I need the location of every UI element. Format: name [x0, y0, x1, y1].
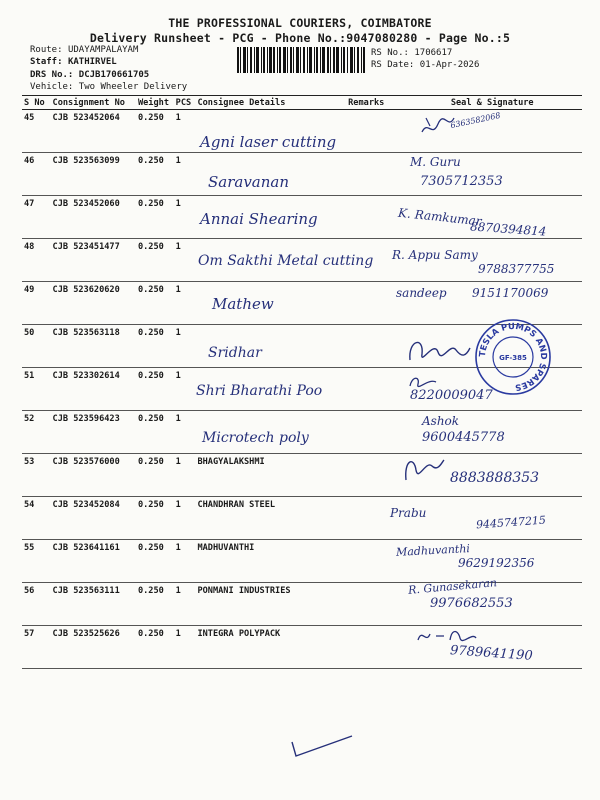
col-consignment: Consignment No	[51, 96, 136, 110]
row-weight: 0.250	[136, 196, 174, 239]
row-pcs: 1	[174, 196, 196, 239]
row-weight: 0.250	[136, 454, 174, 497]
row-pcs: 1	[174, 368, 196, 411]
row-weight: 0.250	[136, 282, 174, 325]
row-consignee: CHANDHRAN STEEL	[195, 497, 346, 540]
signature-scribble	[398, 452, 448, 486]
row-consignment: CJB 523302614	[51, 368, 136, 411]
row-consignment: CJB 523563099	[51, 153, 136, 196]
company-title: THE PROFESSIONAL COURIERS, COIMBATORE	[168, 16, 432, 30]
receiver-phone: 8220009047	[410, 388, 493, 403]
table-header-row	[22, 96, 582, 110]
col-pcs: PCS	[174, 96, 196, 110]
vehicle-line: Vehicle: Two Wheeler Delivery	[30, 82, 188, 92]
row-consignment: CJB 523576000	[51, 454, 136, 497]
row-pcs: 1	[174, 325, 196, 368]
row-remarks	[346, 368, 402, 411]
tick-mark-icon	[286, 732, 356, 762]
row-remarks	[346, 282, 402, 325]
route-line: Route: UDAYAMPALAYAM	[30, 45, 139, 55]
receiver-name: K. Ramkumar	[397, 205, 483, 229]
receiver-phone: 9151170069	[472, 286, 549, 300]
row-weight: 0.250	[136, 497, 174, 540]
handwritten-consignee: Om Sakthi Metal cutting	[198, 253, 374, 269]
row-consignment: CJB 523563118	[51, 325, 136, 368]
receiver-phone: 9629192356	[458, 556, 535, 570]
receiver-name: R. Gunasekaran	[407, 576, 498, 597]
row-consignee: MADHUVANTHI	[195, 540, 346, 583]
drs-line: DRS No.: DCJB170661705	[30, 70, 150, 80]
row-weight: 0.250	[136, 110, 174, 153]
row-consignee: PONMANI INDUSTRIES	[195, 583, 346, 626]
row-weight: 0.250	[136, 239, 174, 282]
runsheet-subtitle: Delivery Runsheet - PCG - Phone No.:9047080280 - Page No.:5	[89, 31, 511, 45]
receiver-name: R. Appu Samy	[392, 248, 478, 262]
row-remarks	[346, 626, 402, 669]
row-weight: 0.250	[136, 540, 174, 583]
row-pcs: 1	[174, 626, 196, 669]
receiver-phone: 7305712353	[420, 174, 503, 189]
receiver-phone: 8883888353	[450, 470, 540, 486]
row-consignment: CJB 523452060	[51, 196, 136, 239]
row-pcs: 1	[174, 239, 196, 282]
row-pcs: 1	[174, 583, 196, 626]
row-sno: 50	[22, 325, 51, 368]
vehicle-value: Two Wheeler Delivery	[78, 82, 188, 92]
row-consignment: CJB 523525626	[51, 626, 136, 669]
receiver-phone: 9976682553	[430, 596, 513, 611]
row-pcs: 1	[174, 454, 196, 497]
barcode-icon	[237, 47, 365, 73]
row-weight: 0.250	[136, 626, 174, 669]
row-remarks	[346, 325, 402, 368]
handwritten-consignee: Sridhar	[208, 345, 262, 361]
row-weight: 0.250	[136, 153, 174, 196]
row-sno: 54	[22, 497, 51, 540]
row-pcs: 1	[174, 153, 196, 196]
receiver-phone: 9789641190	[449, 643, 534, 664]
row-sno: 49	[22, 282, 51, 325]
row-consignment: CJB 523563111	[51, 583, 136, 626]
row-consignment: CJB 523451477	[51, 239, 136, 282]
row-weight: 0.250	[136, 583, 174, 626]
row-weight: 0.250	[136, 368, 174, 411]
row-remarks	[346, 196, 402, 239]
row-weight: 0.250	[136, 325, 174, 368]
rs-no-line: RS No.: 1706617	[371, 48, 453, 58]
receiver-phone: 9788377755	[478, 262, 555, 276]
handwritten-consignee: Agni laser cutting	[200, 133, 337, 151]
col-weight: Weight	[136, 96, 174, 110]
row-sno: 46	[22, 153, 51, 196]
row-sno: 53	[22, 454, 51, 497]
row-sno: 51	[22, 368, 51, 411]
row-consignment: CJB 523452084	[51, 497, 136, 540]
drs-value: DCJB170661705	[78, 70, 150, 80]
staff-line: Staff: KATHIRVEL	[30, 57, 117, 67]
receiver-phone: 9600445778	[422, 430, 505, 445]
row-consignee: BHAGYALAKSHMI	[195, 454, 346, 497]
handwritten-consignee: Annai Shearing	[200, 210, 318, 228]
row-sno: 48	[22, 239, 51, 282]
row-remarks	[346, 454, 402, 497]
col-sno: S No	[22, 96, 51, 110]
row-remarks	[346, 540, 402, 583]
row-sno: 56	[22, 583, 51, 626]
receiver-name: Ashok	[422, 414, 460, 428]
handwritten-consignee: Mathew	[212, 295, 274, 313]
row-pcs: 1	[174, 497, 196, 540]
row-sno: 45	[22, 110, 51, 153]
staff-value: KATHIRVEL	[67, 57, 117, 67]
handwritten-consignee: Microtech poly	[202, 430, 309, 446]
row-sno: 57	[22, 626, 51, 669]
row-consignment: CJB 523641161	[51, 540, 136, 583]
col-seal: Seal & Signature	[402, 96, 582, 110]
signature-scribble	[404, 330, 474, 370]
row-consignment: CJB 523596423	[51, 411, 136, 454]
handwritten-consignee: Saravanan	[208, 173, 290, 191]
rs-date-value: 01-Apr-2026	[419, 60, 480, 70]
row-consignment: CJB 523452064	[51, 110, 136, 153]
row-remarks	[346, 411, 402, 454]
company-stamp-icon	[474, 318, 552, 396]
route-value: UDAYAMPALAYAM	[67, 45, 139, 55]
row-remarks	[346, 583, 402, 626]
row-consignee: INTEGRA POLYPACK	[195, 626, 346, 669]
row-consignment: CJB 523620620	[51, 282, 136, 325]
col-consignee: Consignee Details	[195, 96, 346, 110]
row-sno: 47	[22, 196, 51, 239]
row-weight: 0.250	[136, 411, 174, 454]
stamp-center-text: GF-385	[499, 354, 527, 362]
row-remarks	[346, 153, 402, 196]
receiver-phone: 9445747215	[475, 513, 547, 532]
row-pcs: 1	[174, 411, 196, 454]
row-remarks	[346, 110, 402, 153]
row-pcs: 1	[174, 540, 196, 583]
receiver-phone: 8870394814	[469, 219, 547, 239]
rs-no-value: 1706617	[414, 48, 453, 58]
stamp-ring-text: TESLA PUMPS AND SPARES	[477, 321, 549, 393]
col-remarks: Remarks	[346, 96, 402, 110]
receiver-name: sandeep	[396, 286, 447, 300]
handwritten-consignee: Shri Bharathi Poo	[196, 383, 323, 399]
rs-date-line: RS Date: 01-Apr-2026	[371, 60, 480, 70]
receiver-name: M. Guru	[410, 155, 461, 169]
row-sno: 55	[22, 540, 51, 583]
row-pcs: 1	[174, 282, 196, 325]
receiver-name: Prabu	[390, 506, 427, 520]
row-sno: 52	[22, 411, 51, 454]
row-pcs: 1	[174, 110, 196, 153]
receiver-name: Madhuvanthi	[395, 542, 471, 559]
receiver-phone: 6363582068	[449, 110, 502, 131]
